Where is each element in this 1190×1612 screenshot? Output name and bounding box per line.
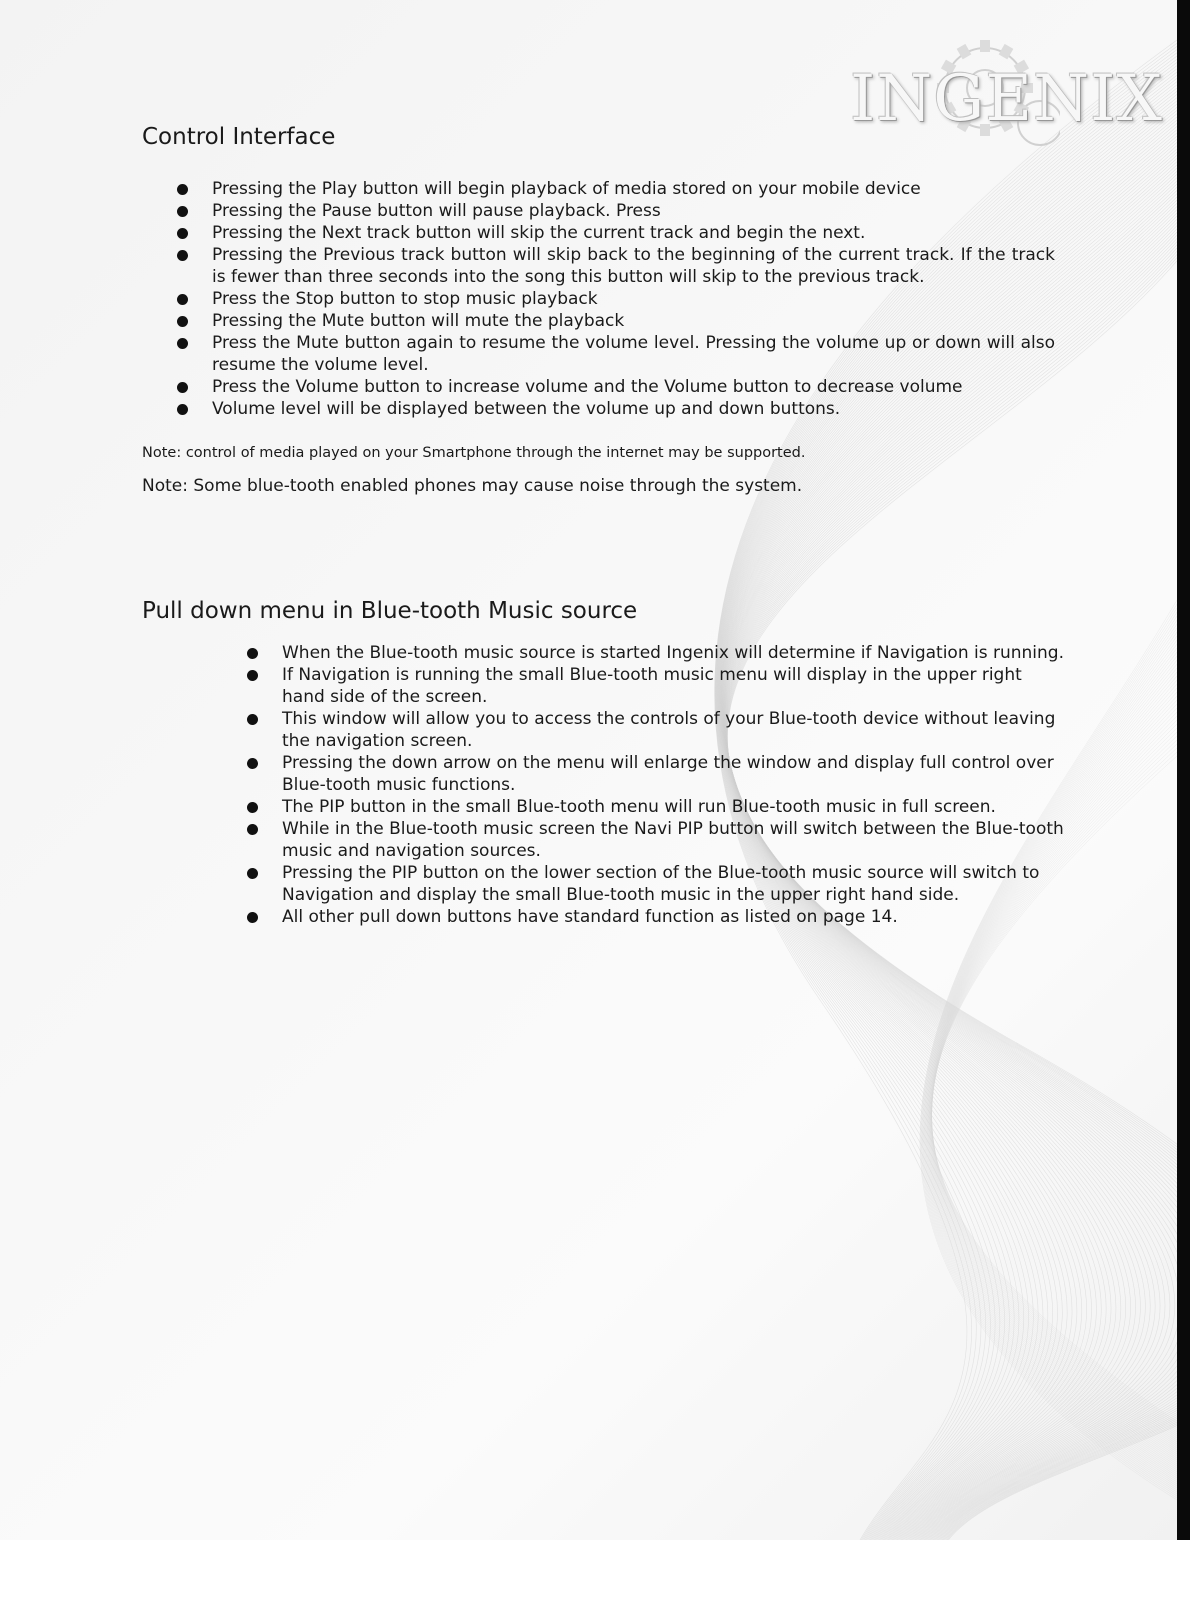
bullet-icon (177, 382, 188, 393)
list-item: When the Blue-tooth music source is started Ingenix will determine if Navigation is running. (245, 642, 1065, 664)
note-internet-media: Note: control of media played on your Smartphone through the internet may be supported. (142, 445, 806, 461)
ingenix-logo (850, 28, 1163, 158)
bullet-icon (177, 316, 188, 327)
bullet-icon (247, 868, 258, 879)
bullet-icon (177, 294, 188, 305)
section-heading-control-interface: Control Interface (142, 124, 336, 150)
list-item: Press the Mute button again to resume the volume level. Pressing the volume up or down will also resume the volume level. (175, 332, 1055, 376)
section-heading-pull-down-menu: Pull down menu in Blue-tooth Music source (142, 598, 638, 624)
list-item: All other pull down buttons have standard function as listed on page 14. (245, 906, 1065, 928)
page-bottom-margin (0, 1540, 1190, 1612)
bullet-icon (247, 824, 258, 835)
bullet-icon (177, 184, 188, 195)
control-interface-list (175, 178, 1055, 420)
list-item: If Navigation is running the small Blue-tooth music menu will display in the upper right hand side of the screen. (245, 664, 1065, 708)
page-edge-bar (1177, 0, 1190, 1540)
list-item: Pressing the Pause button will pause playback. Press (175, 200, 1055, 222)
bullet-icon (247, 714, 258, 725)
bullet-icon (247, 670, 258, 681)
list-item: Press the Stop button to stop music playback (175, 288, 1055, 310)
list-item: While in the Blue-tooth music screen the Navi PIP button will switch between the Blue-tooth music and navigation sources. (245, 818, 1065, 862)
list-item: This window will allow you to access the controls of your Blue-tooth device without leaving the navigation screen. (245, 708, 1065, 752)
bullet-icon (247, 802, 258, 813)
bullet-icon (177, 228, 188, 239)
list-item: Pressing the down arrow on the menu will enlarge the window and display full control over Blue-tooth music functions. (245, 752, 1065, 796)
bullet-icon (177, 338, 188, 349)
note-bluetooth-noise: Note: Some blue-tooth enabled phones may cause noise through the system. (142, 476, 803, 496)
bullet-icon (247, 648, 258, 659)
logo-text: INGENIX (850, 62, 1163, 136)
pull-down-menu-list (245, 642, 1065, 928)
list-item: Press the Volume button to increase volume and the Volume button to decrease volume (175, 376, 1055, 398)
bullet-icon (177, 404, 188, 415)
bullet-icon (247, 912, 258, 923)
list-item: Pressing the Mute button will mute the playback (175, 310, 1055, 332)
gear-tooth (980, 40, 990, 52)
list-item: Volume level will be displayed between the volume up and down buttons. (175, 398, 1055, 420)
bullet-icon (247, 758, 258, 769)
bullet-icon (177, 206, 188, 217)
list-item: Pressing the Play button will begin playback of media stored on your mobile device (175, 178, 1055, 200)
bullet-icon (177, 250, 188, 261)
list-item: Pressing the Next track button will skip the current track and begin the next. (175, 222, 1055, 244)
list-item: Pressing the Previous track button will skip back to the beginning of the current track. If the track is fewer than three seconds into the song this button will skip to the previous track. (175, 244, 1055, 288)
list-item: The PIP button in the small Blue-tooth menu will run Blue-tooth music in full screen. (245, 796, 1065, 818)
list-item: Pressing the PIP button on the lower section of the Blue-tooth music source will switch to Navigation and display the small Blue-tooth music in the upper right hand side. (245, 862, 1065, 906)
